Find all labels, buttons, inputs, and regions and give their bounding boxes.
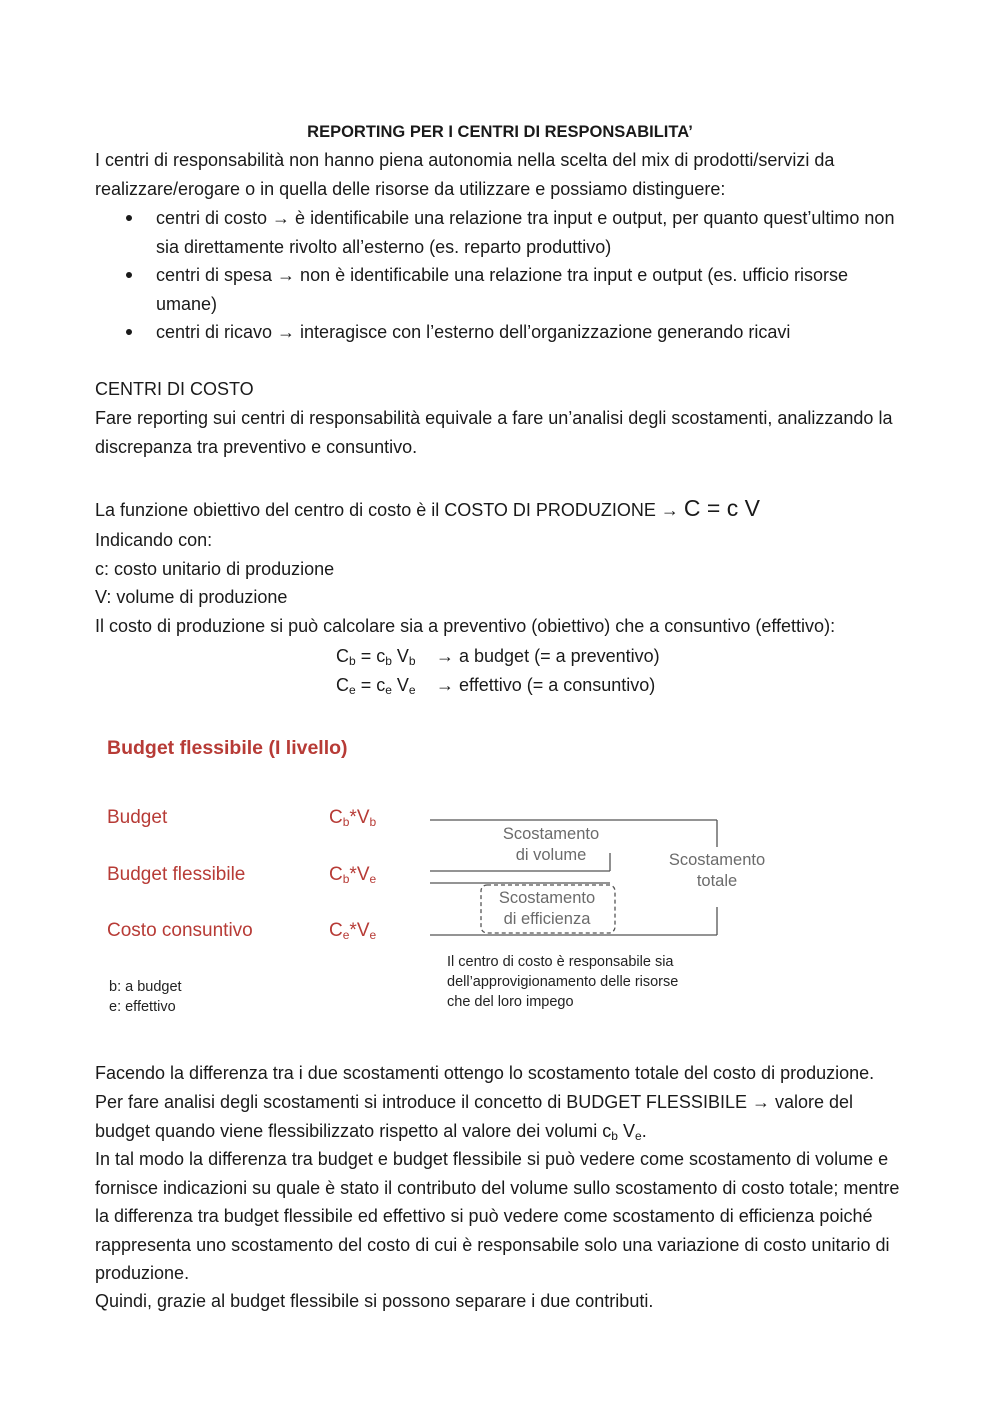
definition-v: V: volume di produzione [95, 587, 288, 607]
scostamento-efficienza-label: Scostamento di efficienza [498, 889, 596, 928]
section-paragraph: Fare reporting sui centri di responsabilità equivale a fare un’analisi degli scostamenti, analizzando la discrepanza tra preventivo e consuntivo. [95, 408, 893, 457]
intro-paragraph: I centri di responsabilità non hanno piena autonomia nella scelta del mix di prodotti/servizi da realizzare/erogare o in quella delle risorse da utilizzare e possiamo distinguere: [95, 150, 835, 199]
legend-e: e: effettivo [109, 999, 176, 1015]
scostamento-totale-label: Scostamento totale [668, 851, 766, 890]
objective-text: La funzione obiettivo del centro di costo è il COSTO DI PRODUZIONE → [95, 500, 679, 520]
objective-formula: C = c V [683, 495, 760, 521]
page-title: REPORTING PER I CENTRI DI RESPONSABILITA’ [307, 123, 693, 141]
diagram-title: Budget flessibile (I livello) [107, 737, 348, 759]
list-item [95, 204, 905, 261]
closing-paragraph-1: Facendo la differenza tra i due scostamenti ottengo lo scostamento totale del costo di produzione. [95, 1063, 875, 1083]
bullet-dot [126, 215, 132, 221]
list-item-text: centri di costo → è identificabile una relazione tra input e output, per quanto quest’ultimo non sia direttamente rivolto all’esterno (es. reparto produttivo) [156, 208, 895, 257]
section-heading: CENTRI DI COSTO [95, 379, 254, 399]
closing-paragraph-3: In tal modo la differenza tra budget e budget flessibile si può vedere come scostamento di volume e fornisce indicazioni su quale è stato il contributo del volume sullo scostamento di costo totale; mentre la differenza tra budget flessibile ed effettivo si può vedere come scostamento di efficienza poiché rappresenta uno scostamento del costo di cui è responsabile solo una variazione di costo unitario di produzione. [95, 1149, 900, 1283]
list-item-text: centri di ricavo → interagisce con l’esterno dell’organizzazione generando ricavi [156, 322, 791, 342]
row-formula-budget-flessibile: $C_b*V_e$ [329, 864, 377, 886]
formula-effective-desc: → effettivo (= a consuntivo) [436, 675, 656, 695]
list-item [95, 318, 905, 347]
formula-budget: $C_b = c_b$ $V_b \to a$ budget (= a preventivo) [336, 646, 660, 668]
bullet-list [95, 204, 905, 347]
calc-line: Il costo di produzione si può calcolare sia a preventivo (obiettivo) che a consuntivo (effettivo): [95, 616, 836, 636]
row-label-costo-consuntivo: Costo consuntivo [107, 920, 253, 941]
row-label-budget: Budget [107, 807, 168, 828]
budget-flessibile-diagram [95, 725, 815, 1035]
diagram-note: Il centro di costo è responsabile sia dell’approvigionamento delle risorse che del loro impego [447, 954, 679, 1010]
scostamento-volume-label: Scostamento di volume [502, 825, 600, 864]
bullet-dot [126, 329, 132, 335]
list-item [95, 261, 905, 318]
formula-effective: $C_e = c_e$ $V_e$ → effettivo (= a consuntivo) [336, 675, 656, 697]
objective-line [95, 494, 905, 525]
row-formula-costo-consuntivo: $C_e*V_e$ [329, 920, 377, 942]
bullet-dot [126, 272, 132, 278]
diagram-legend [109, 977, 182, 1017]
formula-budget-desc: → a budget (= a preventivo) [436, 646, 660, 666]
definition-c: c: costo unitario di produzione [95, 559, 335, 579]
closing-paragraph-4: Quindi, grazie al budget flessibile si possono separare i due contributi. [95, 1291, 654, 1311]
legend-b: b: a budget [109, 979, 182, 995]
closing-paragraph-2: Per fare analisi degli scostamenti si introduce il concetto di BUDGET FLESSIBILE → valore del budget quando viene flessibilizzato rispetto al valore dei volumi $c_b$ $V_e$. [95, 1092, 854, 1143]
row-label-budget-flessibile: Budget flessibile [107, 864, 246, 885]
indicating-line: Indicando con: [95, 530, 213, 550]
row-formula-budget: $C_b*V_b$ [329, 807, 377, 829]
list-item-text: centri di spesa → non è identificabile una relazione tra input e output (es. ufficio risorse umane) [156, 265, 849, 314]
